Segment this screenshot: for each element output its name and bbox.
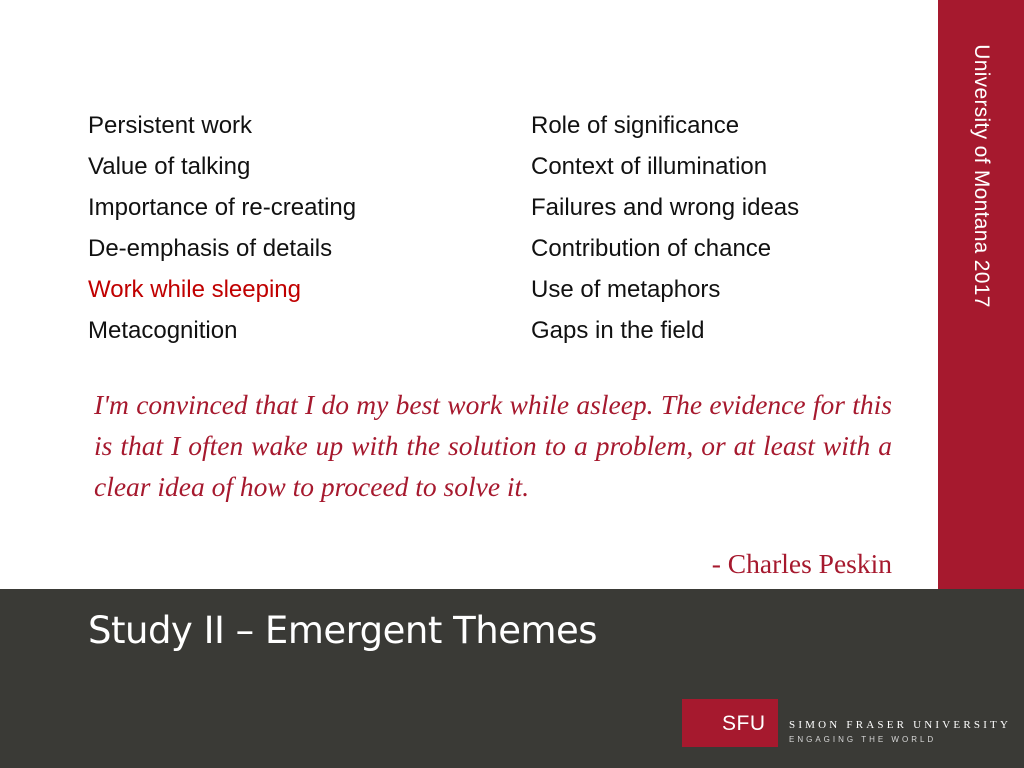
quote-attribution: - Charles Peskin xyxy=(711,548,892,579)
theme-item: Metacognition xyxy=(88,317,238,344)
theme-item: Failures and wrong ideas xyxy=(531,194,800,221)
theme-item: Context of illumination xyxy=(531,153,768,180)
sfu-logo-mark: SFU xyxy=(722,712,766,735)
theme-item: Gaps in the field xyxy=(531,317,705,344)
sfu-tagline: ENGAGING THE WORLD xyxy=(789,735,937,744)
themes-list-right xyxy=(531,108,799,354)
theme-item: Value of talking xyxy=(88,153,251,180)
theme-item: Persistent work xyxy=(88,112,253,139)
theme-item: Contribution of chance xyxy=(531,235,772,262)
sfu-logo xyxy=(682,699,778,747)
side-label: University of Montana 2017 xyxy=(970,44,993,308)
quote-text: I'm convinced that I do my best work while asleep. The evidence for this is that I often wake up with the solution to a problem, or at least with a clear idea of how to proceed to solve it. xyxy=(94,389,892,502)
side-band xyxy=(938,0,1024,589)
theme-item: De-emphasis of details xyxy=(88,235,333,262)
theme-item-highlighted: Work while sleeping xyxy=(88,276,301,303)
theme-item: Importance of re-creating xyxy=(88,194,357,221)
sfu-university-name: SIMON FRASER UNIVERSITY xyxy=(789,719,1012,731)
theme-item: Use of metaphors xyxy=(531,276,721,303)
theme-item: Role of significance xyxy=(531,112,740,139)
footer-bar xyxy=(0,589,1024,768)
slide-title: Study II – Emergent Themes xyxy=(88,609,598,652)
themes-list-left xyxy=(88,108,356,354)
